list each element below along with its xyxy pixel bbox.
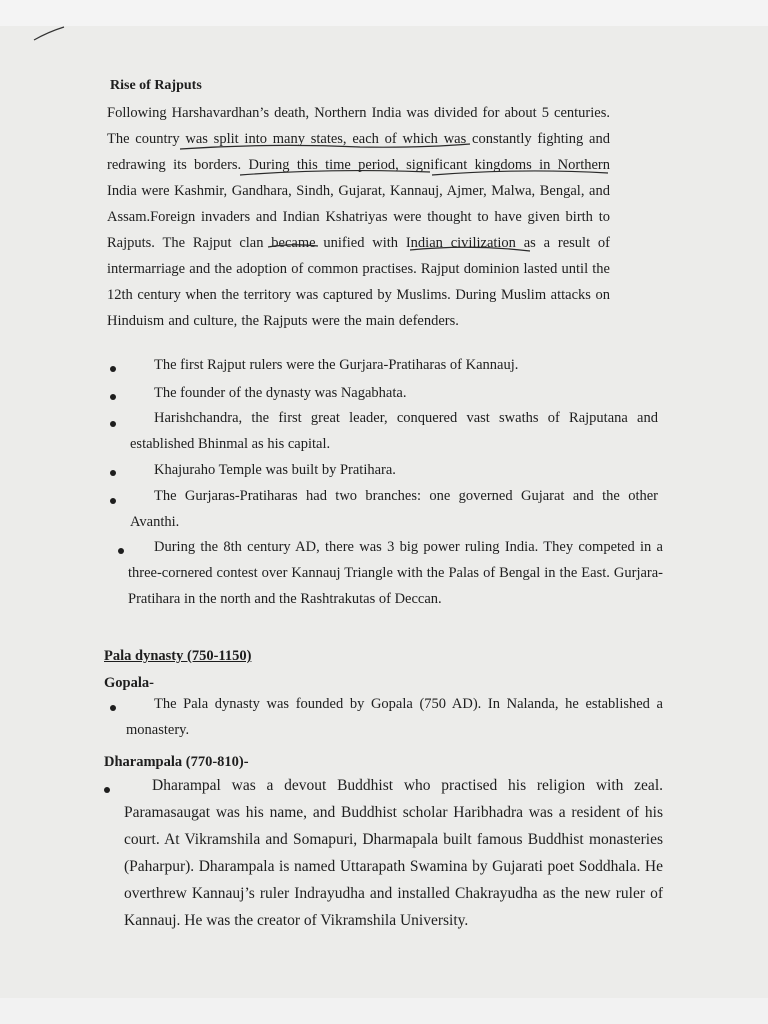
gopala-heading: Gopala-	[104, 675, 154, 691]
dharmapala-heading: Dharampala (770-810)-	[104, 754, 249, 770]
list-item: Dharampal was a devout Buddhist who practised his religion with zeal. Paramasaugat was his name, and Buddhist scholar Haribhadra was a resident of his court. At Vikramshila and Somapuri, Dharmapala built famous Buddhist monasteries (Paharpur). Dharampala is named Uttarapath Swamina by Gujarati poet Soddhala. He overthrew Kannauj’s ruler Indrayudha and installed Chakrayudha as the new ruler of Kannauj. He was the creator of Vikramshila University.	[124, 777, 663, 929]
list-item: Harishchandra, the first great leader, conquered vast swaths of Rajputana and established Bhinmal as his capital.	[130, 410, 658, 452]
list-item: During the 8th century AD, there was 3 big power ruling India. They competed in a three-cornered contest over Kannauj Triangle with the Palas of Bengal in the East. Gurjara-Pratihara in the north and the Rashtrakutas of Deccan.	[128, 539, 663, 607]
list-item: The first Rajput rulers were the Gurjara-Pratiharas of Kannauj.	[154, 357, 519, 373]
list-item: The Gurjaras-Pratiharas had two branches: one governed Gujarat and the other Avanthi.	[130, 488, 658, 530]
list-item: The Pala dynasty was founded by Gopala (750 AD). In Nalanda, he established a monastery.	[126, 696, 663, 738]
page-title: Rise of Rajputs	[110, 78, 202, 93]
list-item: The founder of the dynasty was Nagabhata.	[154, 385, 407, 401]
list-item: Khajuraho Temple was built by Pratihara.	[154, 462, 396, 478]
intro-paragraph: Following Harshavardhan’s death, Northern India was divided for about 5 centuries. The country was split into many states, each of which was constantly fighting and redrawing its borders. During this time period, significant kingdoms in Northern India were Kashmir, Gandhara, Sindh, Gujarat, Kannauj, Ajmer, Malwa, Bengal, and Assam.Foreign invaders and Indian Kshatriyas were thought to have given birth to Rajputs. The Rajput clan became unified with Indian civilization as a result of intermarriage and the adoption of common practises. Rajput dominion lasted until the 12th century when the territory was captured by Muslims. During Muslim attacks on Hinduism and culture, the Rajputs were the main defenders.	[107, 105, 610, 329]
pala-dynasty-heading: Pala dynasty (750-1150)	[104, 648, 252, 664]
